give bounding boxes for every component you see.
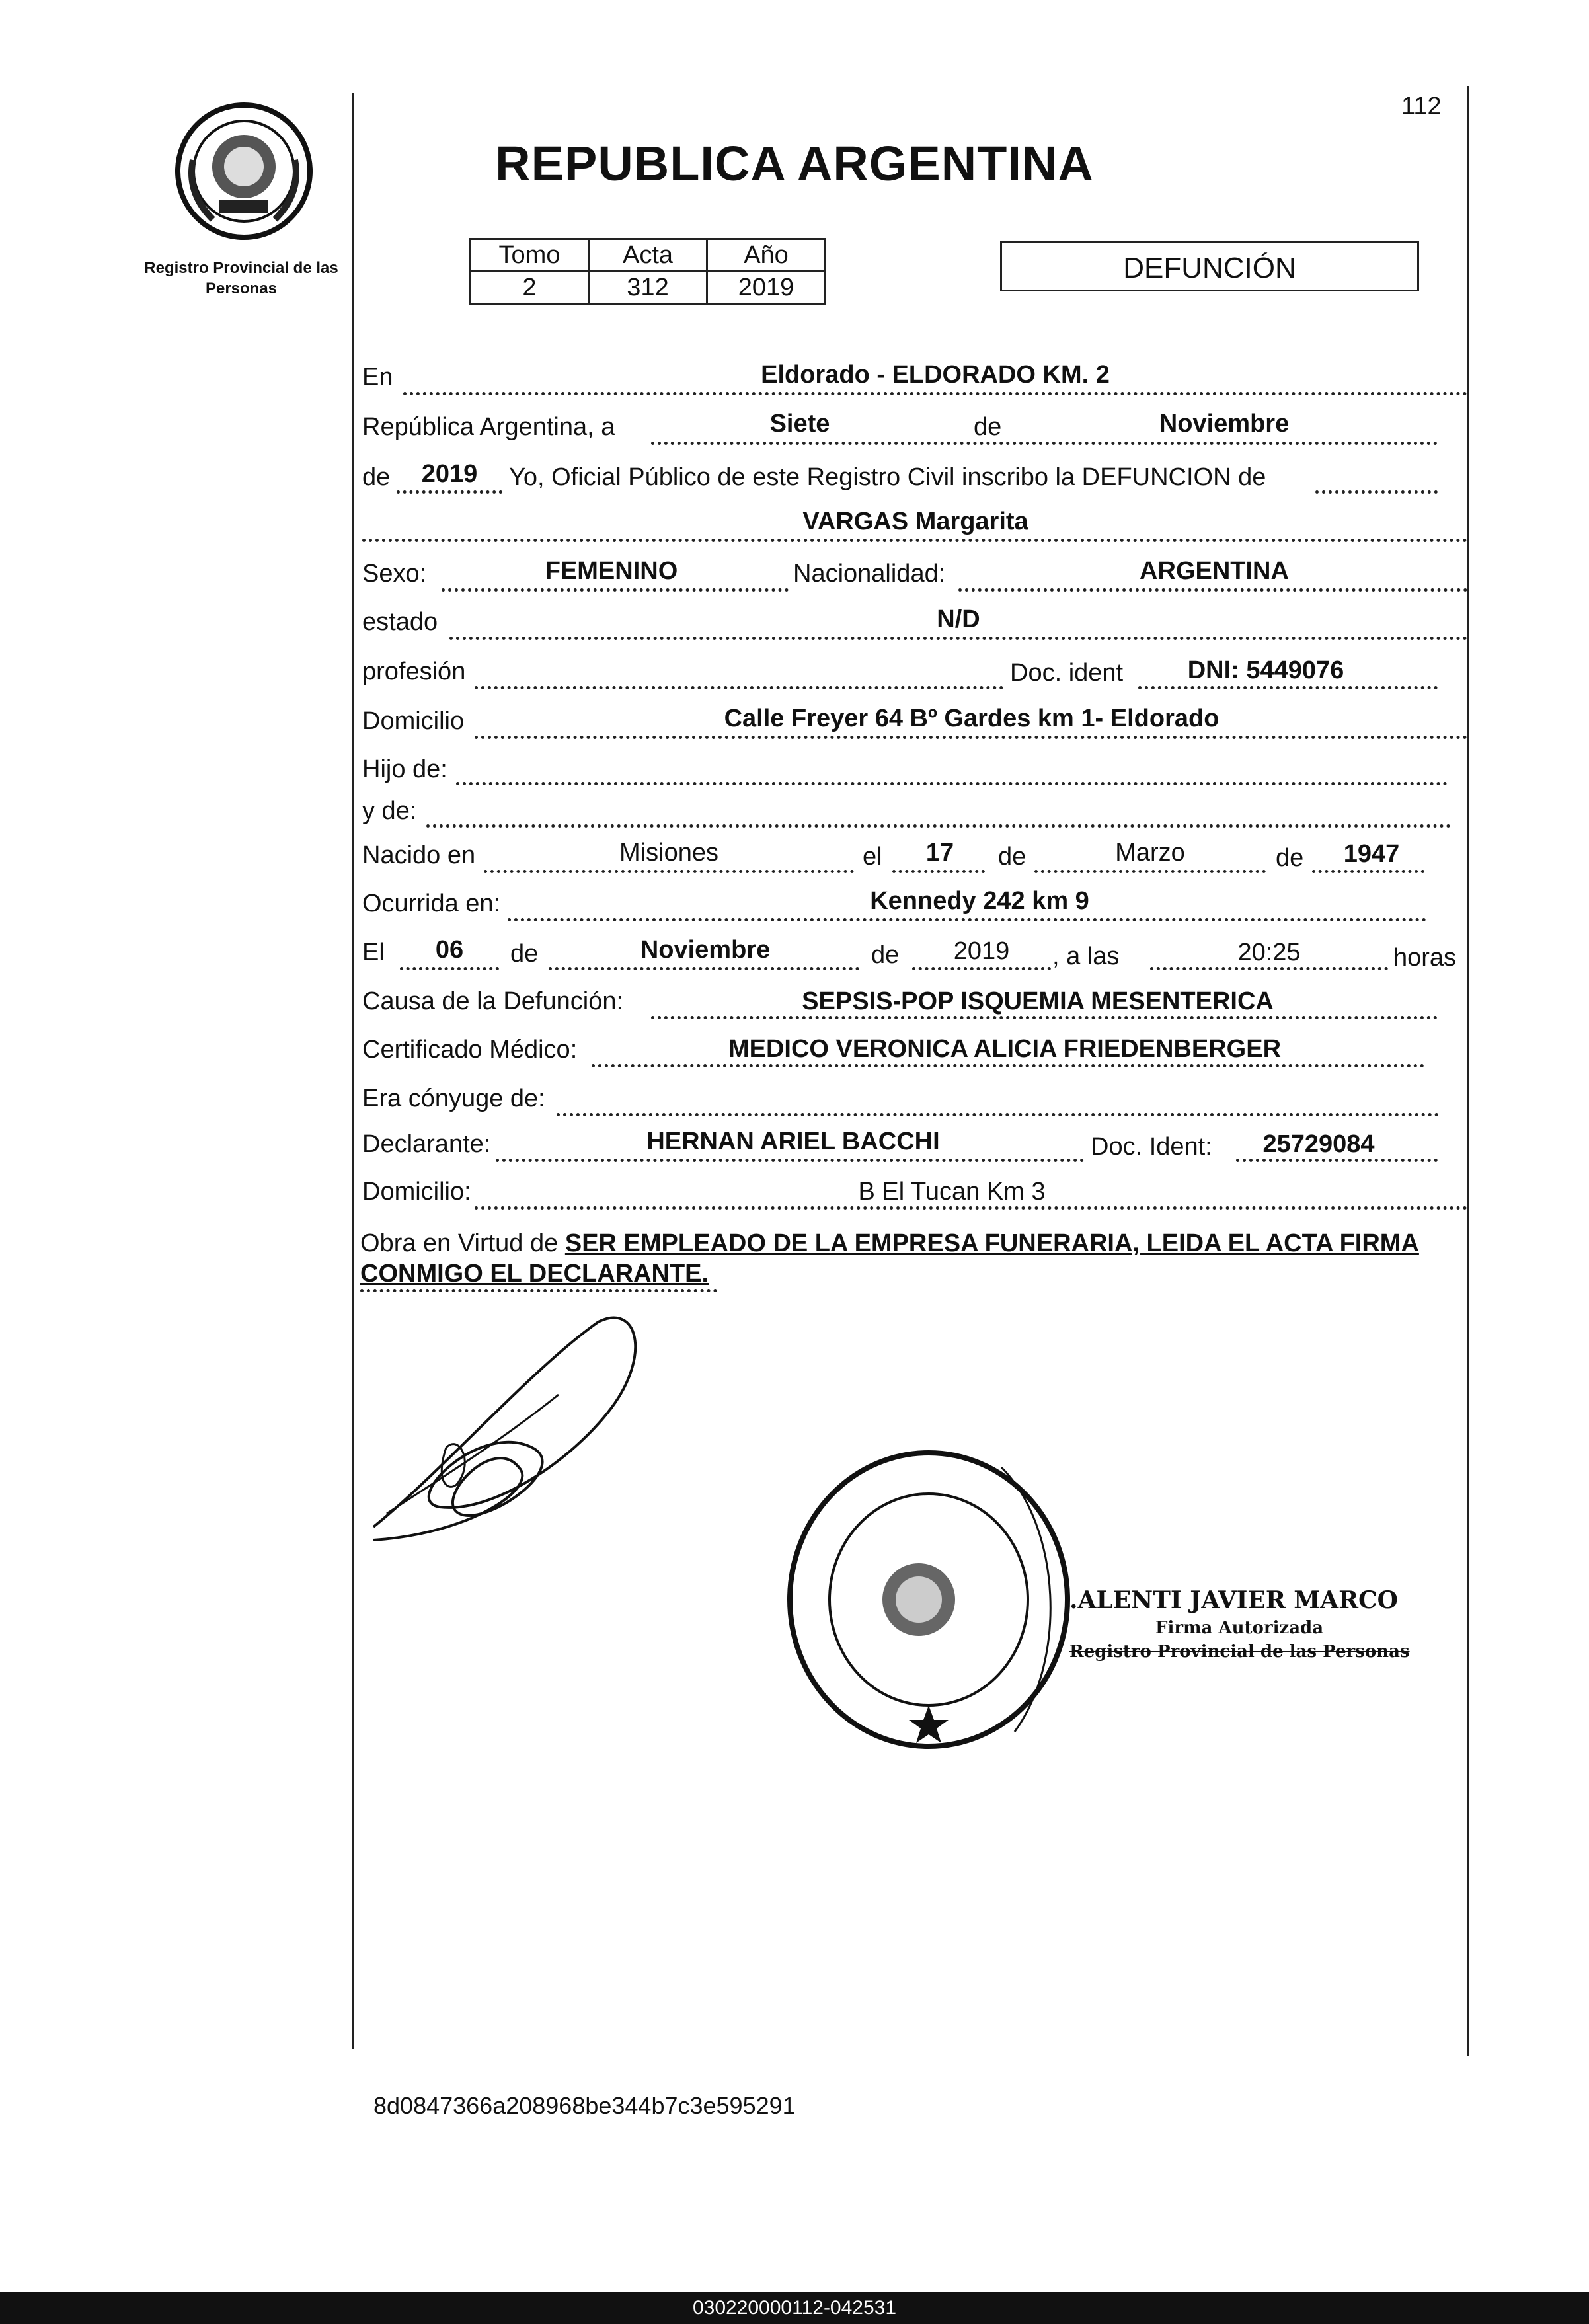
stamp-official-role: Firma Autorizada <box>1155 1618 1324 1638</box>
muerte-dia-value: 06 <box>435 936 464 964</box>
page-number: 112 <box>1401 93 1442 120</box>
de-label-4: de <box>1276 844 1304 872</box>
muerte-anio-dotted-line <box>912 967 1051 970</box>
page-title: REPUBLICA ARGENTINA <box>495 136 1094 191</box>
yde-dotted-line <box>426 824 1451 828</box>
document-hash: 8d0847366a208968be344b7c3e595291 <box>373 2092 796 2119</box>
el-label: el <box>863 843 882 871</box>
causa-value: SEPSIS-POP ISQUEMIA MESENTERICA <box>802 988 1274 1015</box>
oficial-dotted-line <box>1315 490 1438 494</box>
de-label-6: de <box>871 941 900 969</box>
conyuge-label: Era cónyuge de: <box>362 1085 545 1112</box>
profesion-dotted-line <box>475 686 1003 689</box>
causa-dotted-line <box>651 1016 1438 1019</box>
stamp-official-office: Registro Provincial de las Personas <box>1069 1642 1410 1662</box>
horas-label: horas <box>1393 944 1457 972</box>
nacido-anio-dotted-line <box>1312 870 1424 873</box>
nacido-lugar-dotted-line <box>484 870 854 873</box>
stamp-official-block <box>1069 1586 1410 1662</box>
registry-stamp-icon <box>783 1448 1074 1752</box>
hora-value: 20:25 <box>1237 939 1301 966</box>
tomo-value: 2 <box>471 272 589 304</box>
muerte-anio-value: 2019 <box>953 937 1010 965</box>
nacionalidad-dotted-line <box>958 588 1467 592</box>
sexo-label: Sexo: <box>362 560 427 588</box>
nacionalidad-value: ARGENTINA <box>1140 557 1289 585</box>
conyuge-dotted-line <box>557 1113 1439 1116</box>
name-dotted-line <box>362 539 1467 542</box>
estado-dotted-line <box>449 637 1467 640</box>
en-value: Eldorado - ELDORADO KM. 2 <box>761 361 1110 389</box>
year-dotted-line <box>397 490 502 494</box>
estado-label: estado <box>362 608 438 636</box>
nacido-label: Nacido en <box>362 841 476 869</box>
month-value: Noviembre <box>1159 410 1290 438</box>
de-label-2: de <box>362 463 391 491</box>
en-dotted-line <box>403 392 1467 395</box>
nacido-dia-value: 17 <box>925 839 954 867</box>
republica-label: República Argentina, a <box>362 413 615 441</box>
de-label-5: de <box>510 940 539 968</box>
record-type-box: DEFUNCIÓN <box>1000 241 1419 291</box>
nacido-lugar-value: Misiones <box>619 839 718 867</box>
alas-label: , a las <box>1052 943 1120 970</box>
declarante-value: HERNAN ARIEL BACCHI <box>646 1128 940 1155</box>
acta-header: Acta <box>589 239 707 272</box>
muerte-mes-dotted-line <box>549 967 859 970</box>
republica-dotted-line <box>651 442 1438 445</box>
doc-ident-value-2: 25729084 <box>1262 1130 1375 1158</box>
el-label-2: El <box>362 939 385 966</box>
doc-ident-label-2: Doc. Ident: <box>1091 1133 1212 1161</box>
obra-dotted-line <box>360 1289 717 1292</box>
year-value: 2019 <box>421 460 478 488</box>
ocurrida-value: Kennedy 242 km 9 <box>870 887 1089 915</box>
acta-value: 312 <box>589 272 707 304</box>
sexo-value: FEMENINO <box>545 557 678 585</box>
domicilio-value: Calle Freyer 64 Bº Gardes km 1- Eldorado <box>724 705 1220 732</box>
muerte-dia-dotted-line <box>400 967 499 970</box>
declarante-label: Declarante: <box>362 1130 491 1158</box>
ocurrida-label: Ocurrida en: <box>362 890 501 917</box>
yde-label: y de: <box>362 797 417 825</box>
anio-value: 2019 <box>707 272 826 304</box>
certificado-dotted-line <box>592 1064 1424 1067</box>
doc-ident-dotted-line <box>1138 686 1438 689</box>
anio-header: Año <box>707 239 826 272</box>
profesion-label: profesión <box>362 658 466 685</box>
oficial-text: Yo, Oficial Público de este Registro Civil inscribo la DEFUNCION de <box>509 463 1266 491</box>
nacido-mes-value: Marzo <box>1115 839 1185 867</box>
hijo-dotted-line <box>456 782 1448 785</box>
de-label-1: de <box>974 413 1002 441</box>
declarante-dotted-line <box>496 1159 1084 1162</box>
doc-ident-label: Doc. ident <box>1010 659 1124 687</box>
certificado-value: MEDICO VERONICA ALICIA FRIEDENBERGER <box>728 1035 1282 1063</box>
nacido-dia-dotted-line <box>892 870 985 873</box>
nacido-anio-value: 1947 <box>1343 840 1400 868</box>
domicilio-dotted-line <box>475 736 1467 739</box>
obra-label: Obra en Virtud de <box>360 1229 559 1257</box>
domicilio-value-2: B El Tucan Km 3 <box>858 1178 1046 1206</box>
day-value: Siete <box>769 410 830 438</box>
certificado-label: Certificado Médico: <box>362 1036 578 1064</box>
estado-value: N/D <box>937 605 980 633</box>
left-margin-rule <box>352 93 354 2049</box>
sexo-dotted-line <box>442 588 789 592</box>
doc-ident-2-dotted-line <box>1236 1159 1438 1162</box>
de-label-3: de <box>998 843 1027 871</box>
muerte-mes-value: Noviembre <box>640 936 771 964</box>
stamp-official-name: .ALENTI JAVIER MARCO <box>1069 1586 1399 1614</box>
hora-dotted-line <box>1150 967 1388 970</box>
nacionalidad-label: Nacionalidad: <box>793 560 946 588</box>
footer-id-bar: 030220000112-042531 <box>0 2292 1589 2324</box>
obra-value: SER EMPLEADO DE LA EMPRESA FUNERARIA, LEIDA EL ACTA FIRMA CONMIGO EL DECLARANTE. <box>360 1229 1419 1288</box>
obra-paragraph <box>360 1228 1477 1289</box>
deceased-name: VARGAS Margarita <box>802 508 1028 535</box>
domicilio-2-dotted-line <box>475 1206 1467 1210</box>
hijo-label: Hijo de: <box>362 755 447 783</box>
record-table <box>469 238 826 305</box>
doc-ident-value: DNI: 5449076 <box>1187 656 1344 684</box>
registry-name: Registro Provincial de las Personas <box>144 259 338 298</box>
nacido-mes-dotted-line <box>1034 870 1266 873</box>
tomo-header: Tomo <box>471 239 589 272</box>
causa-label: Causa de la Defunción: <box>362 988 624 1015</box>
en-label: En <box>362 364 393 391</box>
signature-icon <box>360 1315 678 1553</box>
ocurrida-dotted-line <box>508 918 1426 921</box>
domicilio-label-2: Domicilio: <box>362 1178 471 1206</box>
right-margin-rule <box>1467 86 1469 2056</box>
domicilio-label: Domicilio <box>362 707 465 735</box>
